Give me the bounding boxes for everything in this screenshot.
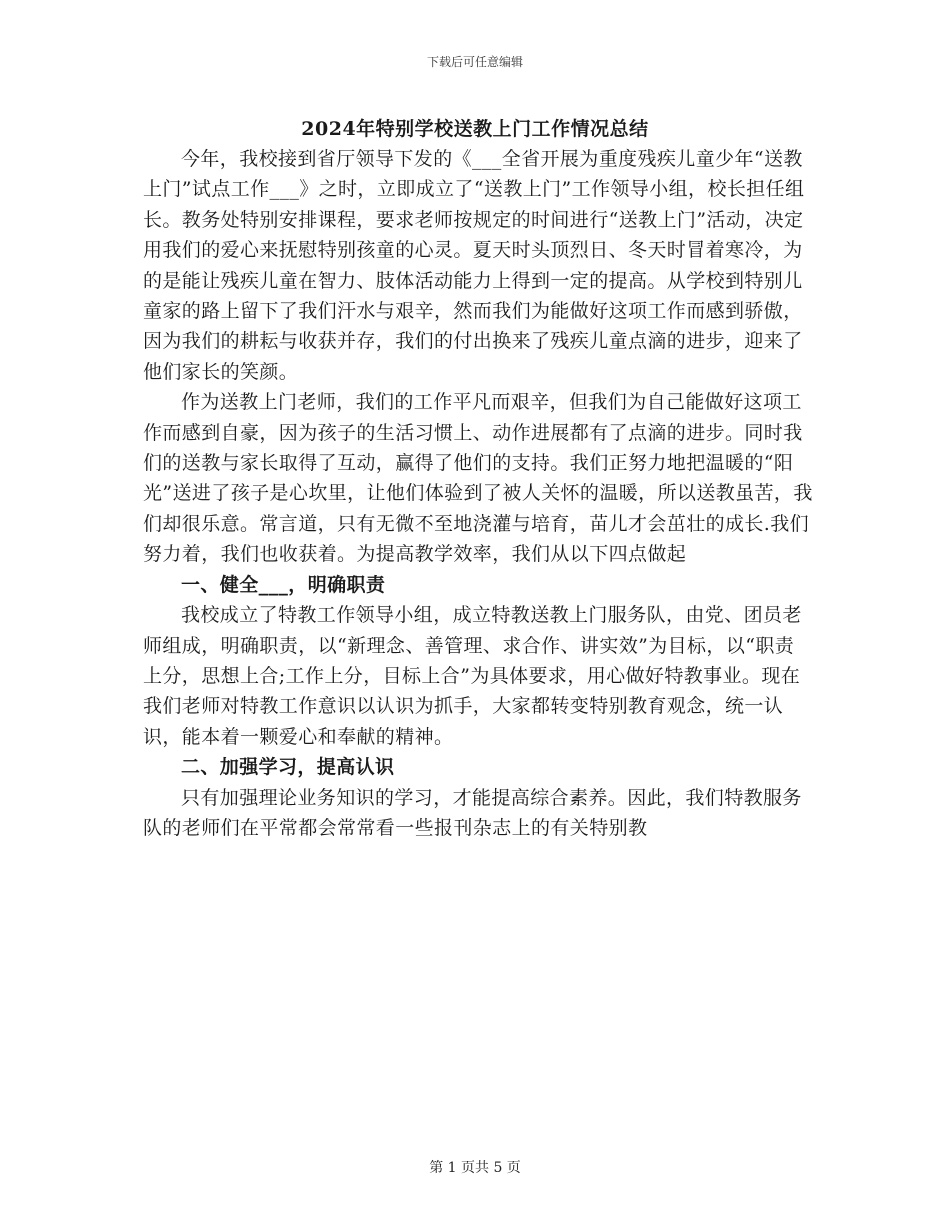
document-body — [143, 144, 813, 843]
paragraph-intro: 今年，我校接到省厅领导下发的《___全省开展为重度残疾儿童少年“送教上门”试点工作___》之时，立即成立了“送教上门”工作领导小组，校长担任组长。教务处特别安排课程，要求老师按规定的时间进行“送教上门”活动，决定用我们的爱心来抚慰特别孩童的心灵。夏天时头顶烈日、冬天时冒着寒冷，为的是能让残疾儿童在智力、肢体活动能力上得到一定的提高。从学校到特别儿童家的路上留下了我们汗水与艰辛，然而我们为能做好这项工作而感到骄傲，因为我们的耕耘与收获并存，我们的付出换来了残疾儿童点滴的进步，迎来了他们家长的笑颜。 — [143, 148, 805, 383]
header-note: 下载后可任意编辑 — [426, 55, 523, 69]
page-footer: 第 1 页共 5 页 — [429, 1160, 521, 1176]
page-title: 2024年特别学校送教上门工作情况总结 — [301, 118, 649, 140]
paragraph-teacher-work: 作为送教上门老师，我们的工作平凡而艰辛，但我们为自己能做好这项工作而感到自豪，因为孩子的生活习惯上、动作进展都有了点滴的进步。同时我们的送教与家长取得了互动，赢得了他们的支持。我们正努力地把温暖的“阳光”送进了孩子是心坎里，让他们体验到了被人关怀的温暖，所以送教虽苦，我们却很乐意。常言道，只有无微不至地浇灌与培育，苗儿才会茁壮的成长.我们努力着，我们也收获着。为提高教学效率，我们从以下四点做起 — [143, 391, 813, 566]
section-text-2: 只有加强理论业务知识的学习，才能提高综合素养。因此，我们特教服务队的老师们在平常都会常常看一些报刊杂志上的有关特别教 — [143, 786, 802, 839]
section-heading-1: 一、健全___，明确职责 — [181, 573, 386, 596]
section-heading-2: 二、加强学习，提高认识 — [181, 756, 395, 779]
section-text-1: 我校成立了特教工作领导小组，成立特教送教上门服务队，由党、团员老师组成，明确职责，以“新理念、善管理、求合作、讲实效”为目标，以“职责上分，思想上合;工作上分，目标上合”为具体要求，用心做好特教事业。现在我们老师对特教工作意识以认识为抓手，大家都转变特别教育观念，统一认识，能本着一颗爱心和奉献的精神。 — [143, 604, 802, 748]
